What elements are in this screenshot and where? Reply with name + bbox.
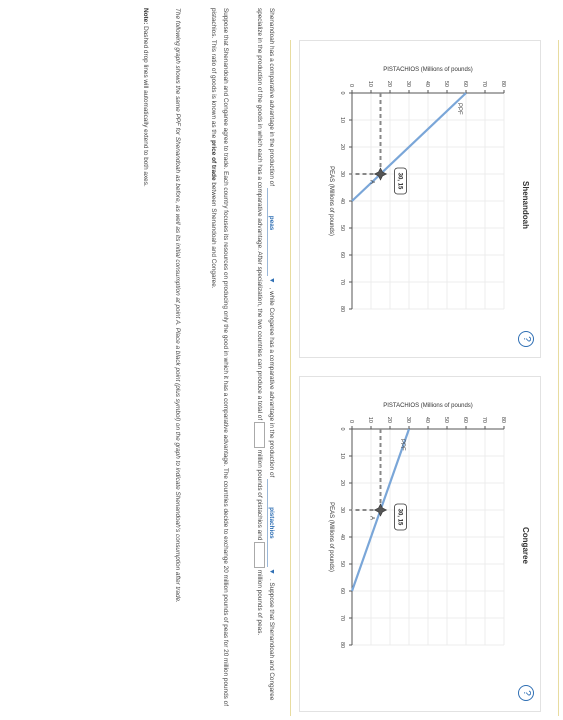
total-pistachios-input[interactable] <box>254 422 265 448</box>
panel-title: Shenandoah <box>521 181 530 230</box>
point-tooltip-text: 30, 15 <box>396 508 403 526</box>
x-tick-label: 30 <box>339 506 345 514</box>
shenandoah-panel <box>299 40 541 358</box>
x-tick-label: 20 <box>339 143 345 151</box>
shenandoah-chart[interactable] <box>300 41 540 357</box>
y-tick-label: 60 <box>462 80 468 87</box>
note <box>139 8 151 708</box>
x-tick-label: 10 <box>339 452 345 460</box>
x-tick-label: 30 <box>339 170 345 178</box>
y-tick-label: 20 <box>386 80 392 87</box>
x-tick-label: 80 <box>339 641 345 649</box>
text: million pounds of peas. <box>255 569 263 636</box>
point-a-label: A <box>368 516 375 521</box>
ppf-label: PPF <box>399 439 405 451</box>
y-tick-label: 10 <box>367 416 373 423</box>
text: Shenandoah has a comparative advantage in the production of <box>268 8 275 187</box>
total-peas-input[interactable] <box>254 542 265 568</box>
y-tick-label: 30 <box>405 80 411 87</box>
text: . Suppose that Shenandoah and Congaree specialize in the production of the goods in which each has a comparative advantage. After specialization, the two countries can produce a total of <box>255 8 275 701</box>
paragraph-trade <box>207 8 231 708</box>
y-tick-label: 0 <box>348 83 354 87</box>
y-tick-label: 20 <box>386 416 392 423</box>
help-icon[interactable]: ? <box>518 331 534 347</box>
y-tick-label: 50 <box>443 80 449 87</box>
point-tooltip-text: 30, 15 <box>396 172 403 190</box>
x-tick-label: 50 <box>339 560 345 568</box>
note-label: Note: <box>142 8 149 25</box>
x-axis-label: PEAS (Millions of pounds) <box>328 502 334 572</box>
note-text: Dashed drop lines will automatically extend to both axes. <box>142 26 149 187</box>
x-tick-label: 50 <box>339 224 345 232</box>
point-a-label: A <box>368 180 375 185</box>
point-a-marker <box>375 504 387 516</box>
x-tick-label: 0 <box>339 91 345 95</box>
y-tick-label: 70 <box>481 416 487 423</box>
congaree-chart[interactable] <box>300 377 540 711</box>
help-icon[interactable]: ? <box>518 685 534 701</box>
term-price-of-trade: price of trade <box>210 140 217 181</box>
panel-title: Congaree <box>521 527 530 564</box>
x-tick-label: 40 <box>339 197 345 205</box>
x-tick-label: 0 <box>339 427 345 431</box>
x-tick-label: 40 <box>339 533 345 541</box>
x-tick-label: 10 <box>339 116 345 124</box>
y-tick-label: 30 <box>405 416 411 423</box>
x-tick-label: 60 <box>339 251 345 259</box>
paragraph-instructions <box>171 8 183 708</box>
x-tick-label: 70 <box>339 278 345 286</box>
dropdown-value: peas <box>267 215 275 231</box>
y-tick-label: 40 <box>424 80 430 87</box>
x-tick-label: 70 <box>339 614 345 622</box>
text: , while Congaree has a comparative advantage in the production of <box>268 287 275 478</box>
top-rule <box>558 40 559 716</box>
x-tick-label: 20 <box>339 479 345 487</box>
chevron-down-icon: ▼ <box>267 276 275 284</box>
y-tick-label: 10 <box>367 80 373 87</box>
text: between Shenandoah and Congaree. <box>210 182 217 289</box>
congaree-panel <box>299 376 541 712</box>
text: million pounds of pistachios and <box>255 449 263 541</box>
instruction-text: The following graph shows the same PPF for Shenandoah as before, as well as its initial consumption at point A. Place a black point (plus symbol) on the graph to indicate Shenandoah's consumption after trade. <box>174 8 181 603</box>
middle-rule <box>290 40 291 716</box>
y-tick-label: 80 <box>500 416 506 423</box>
ppf-label: PPF <box>456 103 462 115</box>
y-tick-label: 80 <box>500 80 506 87</box>
y-axis-label: PISTACHIOS (Millions of pounds) <box>383 67 473 73</box>
x-axis-label: PEAS (Millions of pounds) <box>328 166 334 236</box>
dropdown-advantage-congaree[interactable] <box>267 479 277 576</box>
paragraph-comparative-advantage <box>253 8 277 708</box>
y-tick-label: 70 <box>481 80 487 87</box>
y-tick-label: 40 <box>424 416 430 423</box>
x-tick-label: 80 <box>339 305 345 313</box>
dropdown-advantage-shenandoah[interactable] <box>267 188 277 284</box>
y-tick-label: 60 <box>462 416 468 423</box>
y-tick-label: 50 <box>443 416 449 423</box>
x-tick-label: 60 <box>339 587 345 595</box>
dropdown-value: pistachios <box>267 507 275 539</box>
chevron-down-icon: ▼ <box>267 568 275 576</box>
text: Suppose that Shenandoah and Congaree agree to trade. Each country focuses its resources on producing only the good in which it has a comparative advantage. The countries decide to exchange 20 million pounds of peas for 20 million pounds of pistachios. This ratio of goods is known as the <box>210 8 229 706</box>
y-axis-label: PISTACHIOS (Millions of pounds) <box>383 403 473 409</box>
y-tick-label: 0 <box>348 419 354 423</box>
